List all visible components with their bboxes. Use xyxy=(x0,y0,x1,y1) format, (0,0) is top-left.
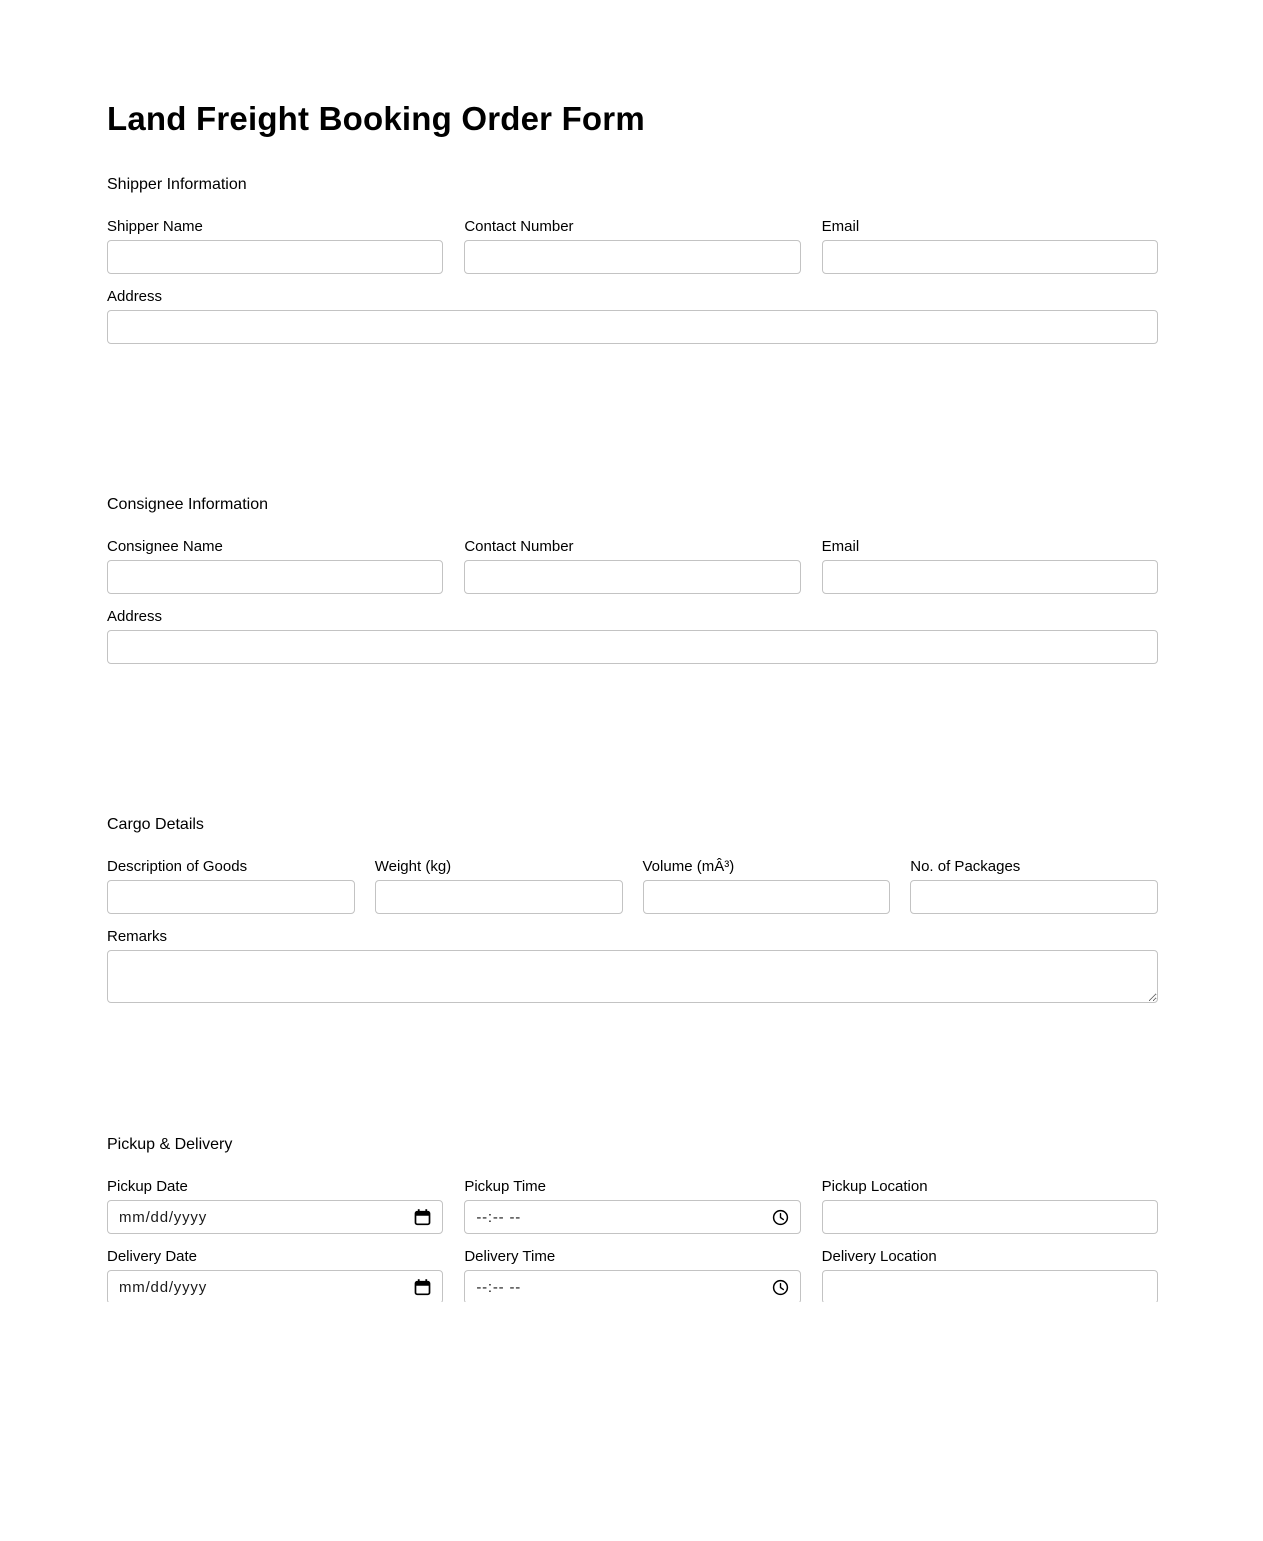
shipper-row-1 xyxy=(107,218,1158,274)
consignee-contact-label: Contact Number xyxy=(464,538,574,555)
cargo-remarks-label: Remarks xyxy=(107,928,168,945)
delivery-time-input[interactable] xyxy=(464,1270,800,1302)
shipper-email-field xyxy=(822,218,1158,274)
cargo-description-field xyxy=(107,858,355,914)
clock-icon[interactable] xyxy=(772,1209,789,1226)
calendar-icon[interactable] xyxy=(414,1209,431,1226)
pickup-date-label: Pickup Date xyxy=(107,1178,188,1195)
delivery-time-label: Delivery Time xyxy=(464,1248,556,1265)
consignee-section-heading: Consignee Information xyxy=(107,496,268,513)
pickup-row xyxy=(107,1178,1158,1234)
cargo-row-2 xyxy=(107,928,1158,1003)
clock-icon[interactable] xyxy=(772,1279,789,1296)
pickup-date-field xyxy=(107,1178,443,1234)
shipper-row-2 xyxy=(107,288,1158,344)
pickup-location-label: Pickup Location xyxy=(821,1178,928,1195)
consignee-contact-field xyxy=(464,538,800,594)
shipper-address-input[interactable] xyxy=(107,310,1158,344)
consignee-name-input[interactable] xyxy=(107,560,443,594)
shipper-contact-input[interactable] xyxy=(464,240,800,274)
section-cargo-details xyxy=(107,816,1158,1136)
shipper-email-input[interactable] xyxy=(822,240,1158,274)
consignee-email-field xyxy=(822,538,1158,594)
consignee-address-field xyxy=(107,608,1158,664)
pickup-date-input[interactable] xyxy=(107,1200,443,1234)
cargo-packages-input[interactable] xyxy=(910,880,1158,914)
delivery-date-label: Delivery Date xyxy=(107,1248,198,1265)
delivery-date-placeholder: mm/dd/yyyy xyxy=(119,1278,208,1296)
consignee-row-1 xyxy=(107,538,1158,594)
calendar-icon[interactable] xyxy=(414,1279,431,1296)
cargo-description-label: Description of Goods xyxy=(107,858,248,875)
consignee-address-label: Address xyxy=(107,608,163,625)
shipper-address-label: Address xyxy=(107,288,163,305)
section-consignee-information xyxy=(107,496,1158,816)
consignee-name-label: Consignee Name xyxy=(107,538,223,555)
consignee-address-input[interactable] xyxy=(107,630,1158,664)
cargo-packages-label: No. of Packages xyxy=(910,858,1021,875)
cargo-section-heading: Cargo Details xyxy=(107,816,204,833)
delivery-row xyxy=(107,1248,1158,1302)
cargo-weight-input[interactable] xyxy=(375,880,623,914)
cargo-weight-label: Weight (kg) xyxy=(374,858,452,875)
delivery-date-input[interactable] xyxy=(107,1270,443,1302)
section-shipper-information xyxy=(107,176,1158,496)
cargo-volume-field xyxy=(643,858,891,914)
consignee-contact-input[interactable] xyxy=(464,560,800,594)
consignee-name-field xyxy=(107,538,443,594)
delivery-time-placeholder: --:-- -- xyxy=(476,1278,522,1296)
delivery-date-field xyxy=(107,1248,443,1302)
cargo-remarks-textarea[interactable] xyxy=(107,950,1158,1003)
shipper-section-heading: Shipper Information xyxy=(107,176,247,193)
pickup-time-label: Pickup Time xyxy=(464,1178,547,1195)
section-pickup-delivery xyxy=(107,1136,1158,1302)
shipper-name-field xyxy=(107,218,443,274)
cargo-remarks-field xyxy=(107,928,1158,1003)
shipper-address-field xyxy=(107,288,1158,344)
cargo-row-1 xyxy=(107,858,1158,914)
delivery-time-field xyxy=(464,1248,800,1302)
shipper-email-label: Email xyxy=(821,218,860,235)
cargo-volume-input[interactable] xyxy=(643,880,891,914)
shipper-contact-label: Contact Number xyxy=(464,218,574,235)
consignee-row-2 xyxy=(107,608,1158,664)
shipper-contact-field xyxy=(464,218,800,274)
pickup-delivery-section-heading: Pickup & Delivery xyxy=(107,1136,233,1153)
pickup-date-placeholder: mm/dd/yyyy xyxy=(119,1208,208,1226)
pickup-time-field xyxy=(464,1178,800,1234)
consignee-email-input[interactable] xyxy=(822,560,1158,594)
delivery-location-label: Delivery Location xyxy=(821,1248,937,1265)
delivery-location-field xyxy=(822,1248,1158,1302)
shipper-name-label: Shipper Name xyxy=(107,218,203,235)
cargo-description-input[interactable] xyxy=(107,880,355,914)
delivery-location-input[interactable] xyxy=(822,1270,1158,1302)
form-content xyxy=(107,100,1158,1302)
pickup-time-input[interactable] xyxy=(464,1200,800,1234)
cargo-volume-label: Volume (mÂ³) xyxy=(642,858,735,875)
cargo-weight-field xyxy=(375,858,623,914)
cargo-packages-field xyxy=(910,858,1158,914)
pickup-time-placeholder: --:-- -- xyxy=(476,1208,522,1226)
pickup-location-input[interactable] xyxy=(822,1200,1158,1234)
consignee-email-label: Email xyxy=(821,538,860,555)
pickup-location-field xyxy=(822,1178,1158,1234)
form-title: Land Freight Booking Order Form xyxy=(107,100,645,137)
shipper-name-input[interactable] xyxy=(107,240,443,274)
